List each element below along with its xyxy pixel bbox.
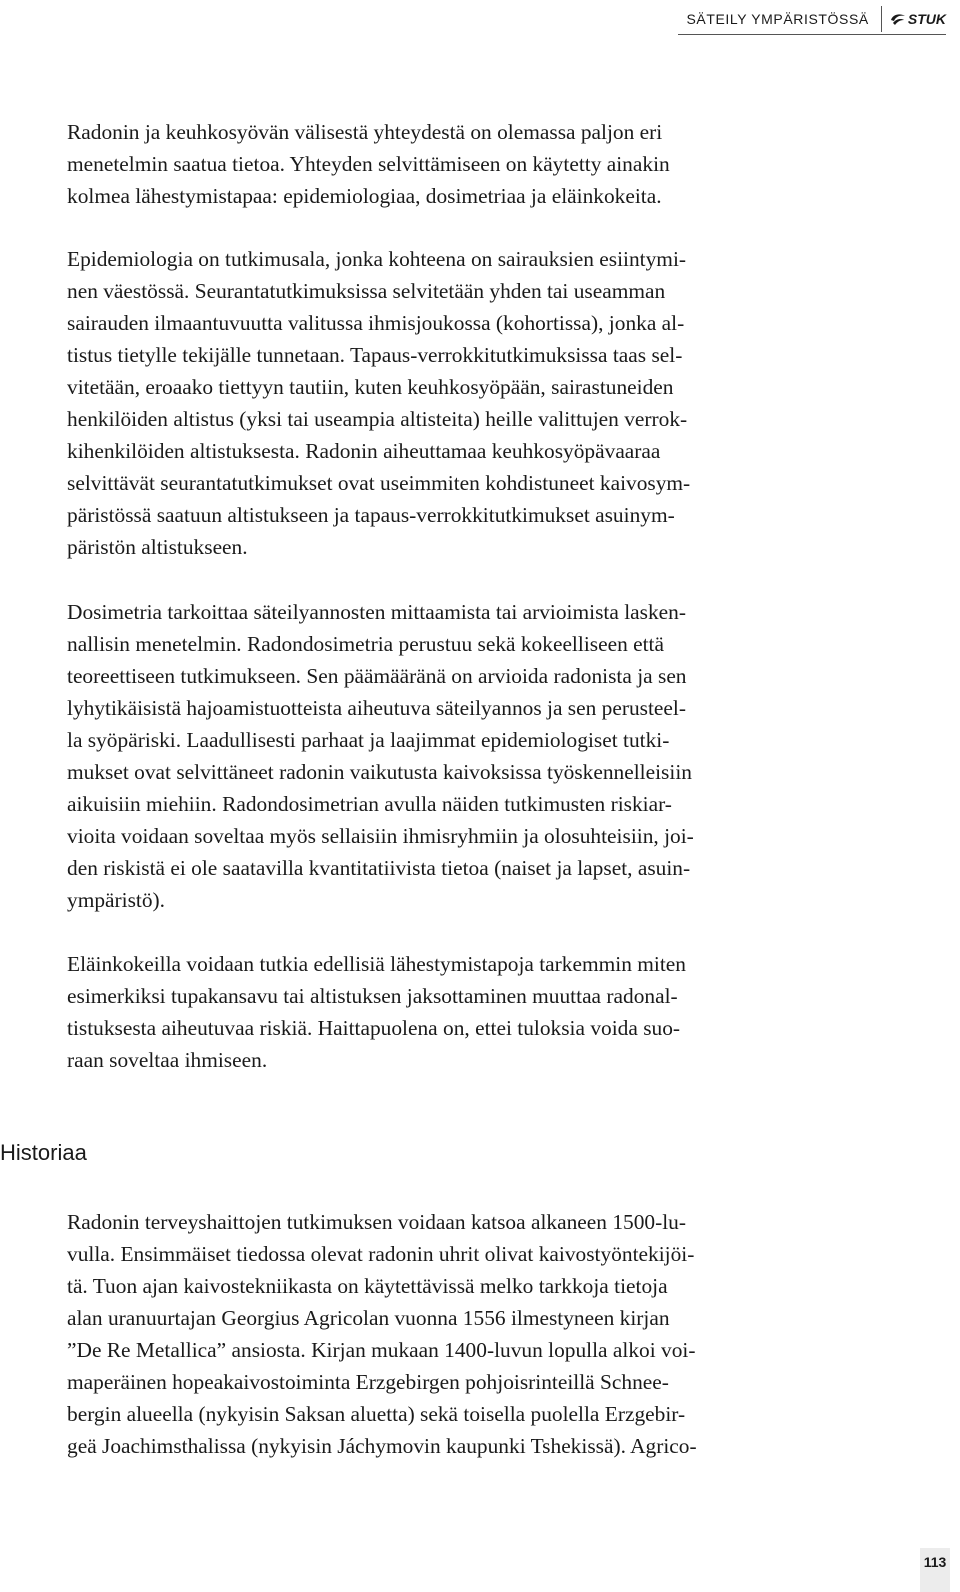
running-header-title: SÄTEILY YMPÄRISTÖSSÄ [686, 11, 869, 27]
paragraph-epidemiology: Epidemiologia on tutkimusala, jonka kohteena on sairauksien esiintymi- nen väestössä. Seurantatutkimuksissa selvitetään yhden tai useamman sairauden ilmaantuvuutta valitussa ihmisjoukossa (kohortissa), jonka al- tistus tietylle tekijälle tunnetaan. Tapaus-verrokkitutkimuksissa taas sel- vitetään, eroaako tiettyyn tautiin, kuten keuhkosyöpään, sairastuneiden henkilöiden altistus (yksi tai useampia altisteita) heille valittujen verrok- kihenkilöiden altistuksesta. Radonin aiheuttamaa keuhkosyöpävaaraa selvittävät seurantatutkimukset ovat useimmiten kohdistuneet kaivosym- päristössä saatuun altistukseen ja tapaus-verrokkitutkimukset asuinym- päristön altistukseen. [67, 247, 691, 559]
paragraph-dosimetry: Dosimetria tarkoittaa säteilyannosten mittaamista tai arvioimista lasken- nallisin menetelmin. Radondosimetria perustuu sekä kokeelliseen että teoreettiseen tutkimukseen. Sen päämääränä on arvioida radonista ja sen lyhytikäisistä hajoamistuotteista aiheutuva säteilyannos ja sen perusteel- la syöpäriski. Laadullisesti parhaat ja laajimmat epidemiologiset tutki- mukset ovat selvittäneet radonin vaikutusta kaivoksissa työskennelleisiin aikuisiin miehiin. Radondosimetrian avulla näiden tutkimusten riskiar- vioita voidaan soveltaa myös sellaisiin ihmisryhmiin ja olosuhteisiin, joi- den riskistä ei ole saatavilla kvantitatiivista tietoa (naiset ja lapset, asuin- ympäristö). [67, 600, 694, 912]
section-heading-history: Historiaa [0, 1140, 87, 1165]
running-header [678, 6, 946, 35]
page-number: 113 [920, 1548, 950, 1592]
paragraph-intro: Radonin ja keuhkosyövän välisestä yhteydestä on olemassa paljon eri menetelmin saatua tietoa. Yhteyden selvittämiseen on käytetty ainakin kolmea lähestymistapaa: epidemiologiaa, dosimetriaa ja eläinkokeita. [67, 120, 670, 208]
paragraph-animal-studies: Eläinkokeilla voidaan tutkia edellisiä lähestymistapoja tarkemmin miten esimerkiksi tupakansavu tai altistuksen jaksottaminen muuttaa radonal- tistuksesta aiheutuvaa riskiä. Haittapuolena on, ettei tuloksia voida suo- raan soveltaa ihmiseen. [67, 952, 686, 1072]
paragraph-history: Radonin terveyshaittojen tutkimuksen voidaan katsoa alkaneen 1500-lu- vulla. Ensimmäiset tiedossa olevat radonin uhrit olivat kaivostyöntekijöi- tä. Tuon ajan kaivostekniikasta on käytettävissä melko tarkkoja tietoja alan uranuurtajan Georgius Agricolan vuonna 1556 ilmestyneen kirjan ”De Re Metallica” ansiosta. Kirjan mukaan 1400-luvun lopulla alkoi voi- maperäinen hopeakaivostoiminta Erzgebirgen pohjoisrinteillä Schnee- bergin alueella (nykyisin Saksan aluetta) sekä toisella puolella Erzgebir- geä Joachimsthalissa (nykyisin Jáchymovin kaupunki Tshekissä). Agrico- [67, 1210, 697, 1458]
stuk-logo-icon [890, 12, 906, 26]
stuk-logo [882, 11, 946, 27]
stuk-logo-text: STUK [907, 11, 946, 27]
